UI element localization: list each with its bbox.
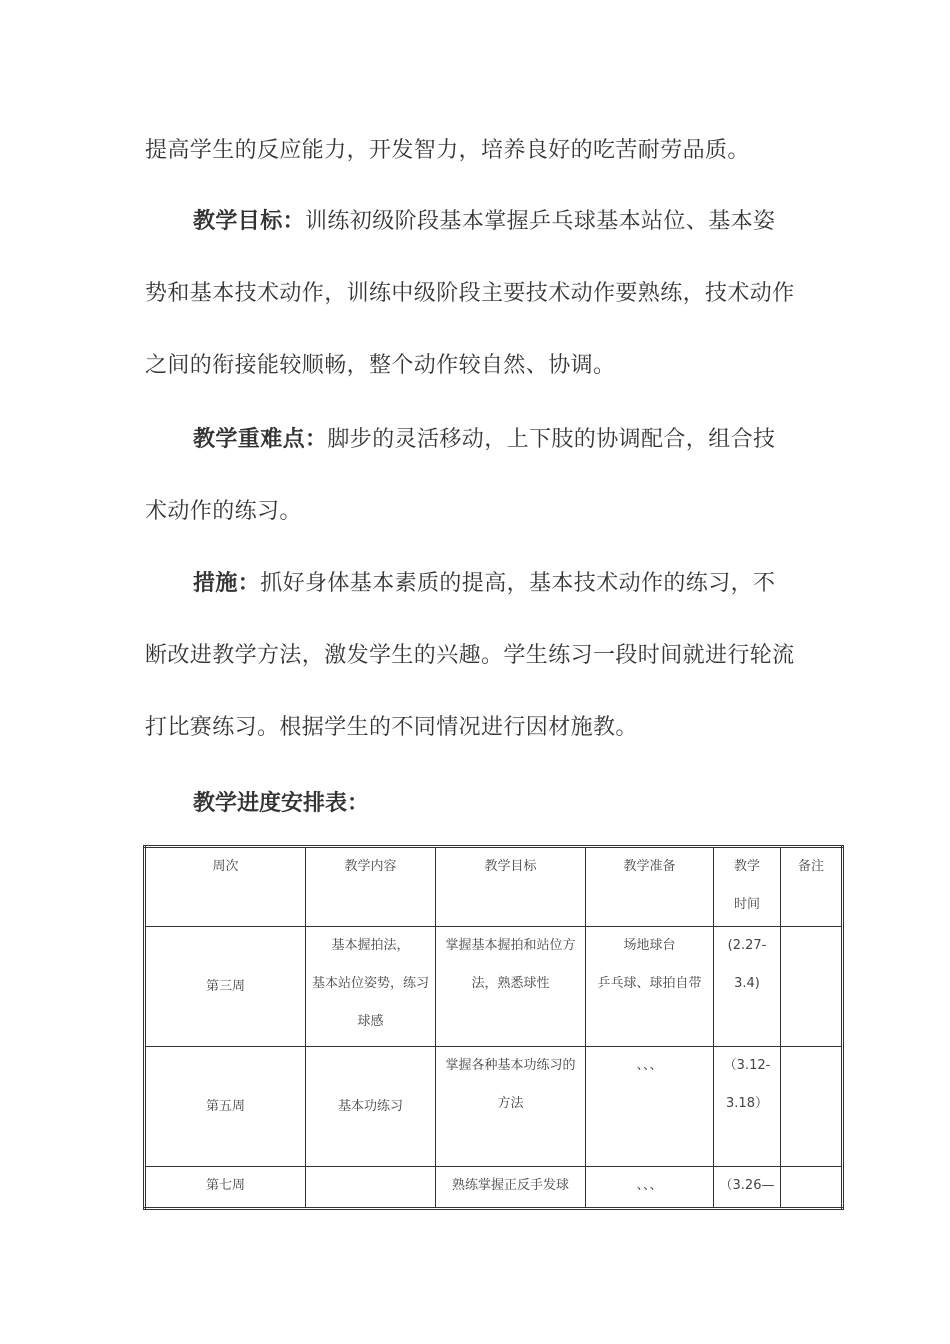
- header-content: 教学内容: [306, 847, 436, 927]
- schedule-table: [143, 845, 844, 1210]
- row-week: 第三周: [145, 927, 306, 1047]
- row-note: [781, 1167, 843, 1209]
- schedule-title: 教学进度安排表：: [193, 790, 370, 816]
- measures-text: 抓好身体基本素质的提高，基本技术动作的练习，不断改进教学方法，激发学生的兴趣。学生练习一段时间就进行轮流打比赛练习。根据学生的不同情况进行因材施教。: [145, 571, 795, 740]
- table-row: [145, 927, 843, 1047]
- row-goal: 熟练掌握正反手发球: [436, 1167, 586, 1209]
- header-week: 周次: [145, 847, 306, 927]
- row-goal: 掌握基本握拍和站位方 法，熟悉球性: [436, 927, 586, 1047]
- row-time: （3.26—: [714, 1167, 781, 1209]
- row-week: 第七周: [145, 1167, 306, 1209]
- table-header-row: [145, 847, 843, 927]
- key-points-paragraph: [145, 403, 795, 548]
- key-points-text: 脚步的灵活移动，上下肢的协调配合，组合技术动作的练习。: [145, 427, 776, 524]
- measures-label: 措施：: [193, 570, 261, 596]
- row-content: 基本功练习: [306, 1047, 436, 1167]
- row-goal: 掌握各种基本功练习的 方法: [436, 1047, 586, 1167]
- header-note: 备注: [781, 847, 843, 927]
- measures-paragraph: [145, 547, 795, 764]
- header-prep: 教学准备: [586, 847, 714, 927]
- row-prep: 场地球台 乒乓球、球拍自带: [586, 927, 714, 1047]
- row-content: 基本握拍法， 基本站位姿势，练习 球感: [306, 927, 436, 1047]
- header-goal: 教学目标: [436, 847, 586, 927]
- table-row: [145, 1047, 843, 1167]
- goal-text: 训练初级阶段基本掌握乒乓球基本站位、基本姿势和基本技术动作，训练中级阶段主要技术动作要熟练，技术动作之间的衔接能较顺畅，整个动作较自然、协调。: [145, 209, 795, 378]
- goal-paragraph: [145, 185, 795, 402]
- row-time: （3.12- 3.18）: [714, 1047, 781, 1167]
- table-row: [145, 1167, 843, 1209]
- row-content: [306, 1167, 436, 1209]
- key-points-label: 教学重难点：: [193, 426, 328, 452]
- row-note: [781, 927, 843, 1047]
- row-note: [781, 1047, 843, 1167]
- goal-label: 教学目标：: [193, 208, 306, 234]
- row-time: (2.27- 3.4): [714, 927, 781, 1047]
- row-week: 第五周: [145, 1047, 306, 1167]
- intro-text: 提高学生的反应能力，开发智力，培养良好的吃苦耐劳品质。: [145, 138, 750, 163]
- row-prep: 、、、: [586, 1167, 714, 1209]
- header-time: 教学 时间: [714, 847, 781, 927]
- row-prep: 、、、: [586, 1047, 714, 1167]
- intro-paragraph: [145, 115, 795, 187]
